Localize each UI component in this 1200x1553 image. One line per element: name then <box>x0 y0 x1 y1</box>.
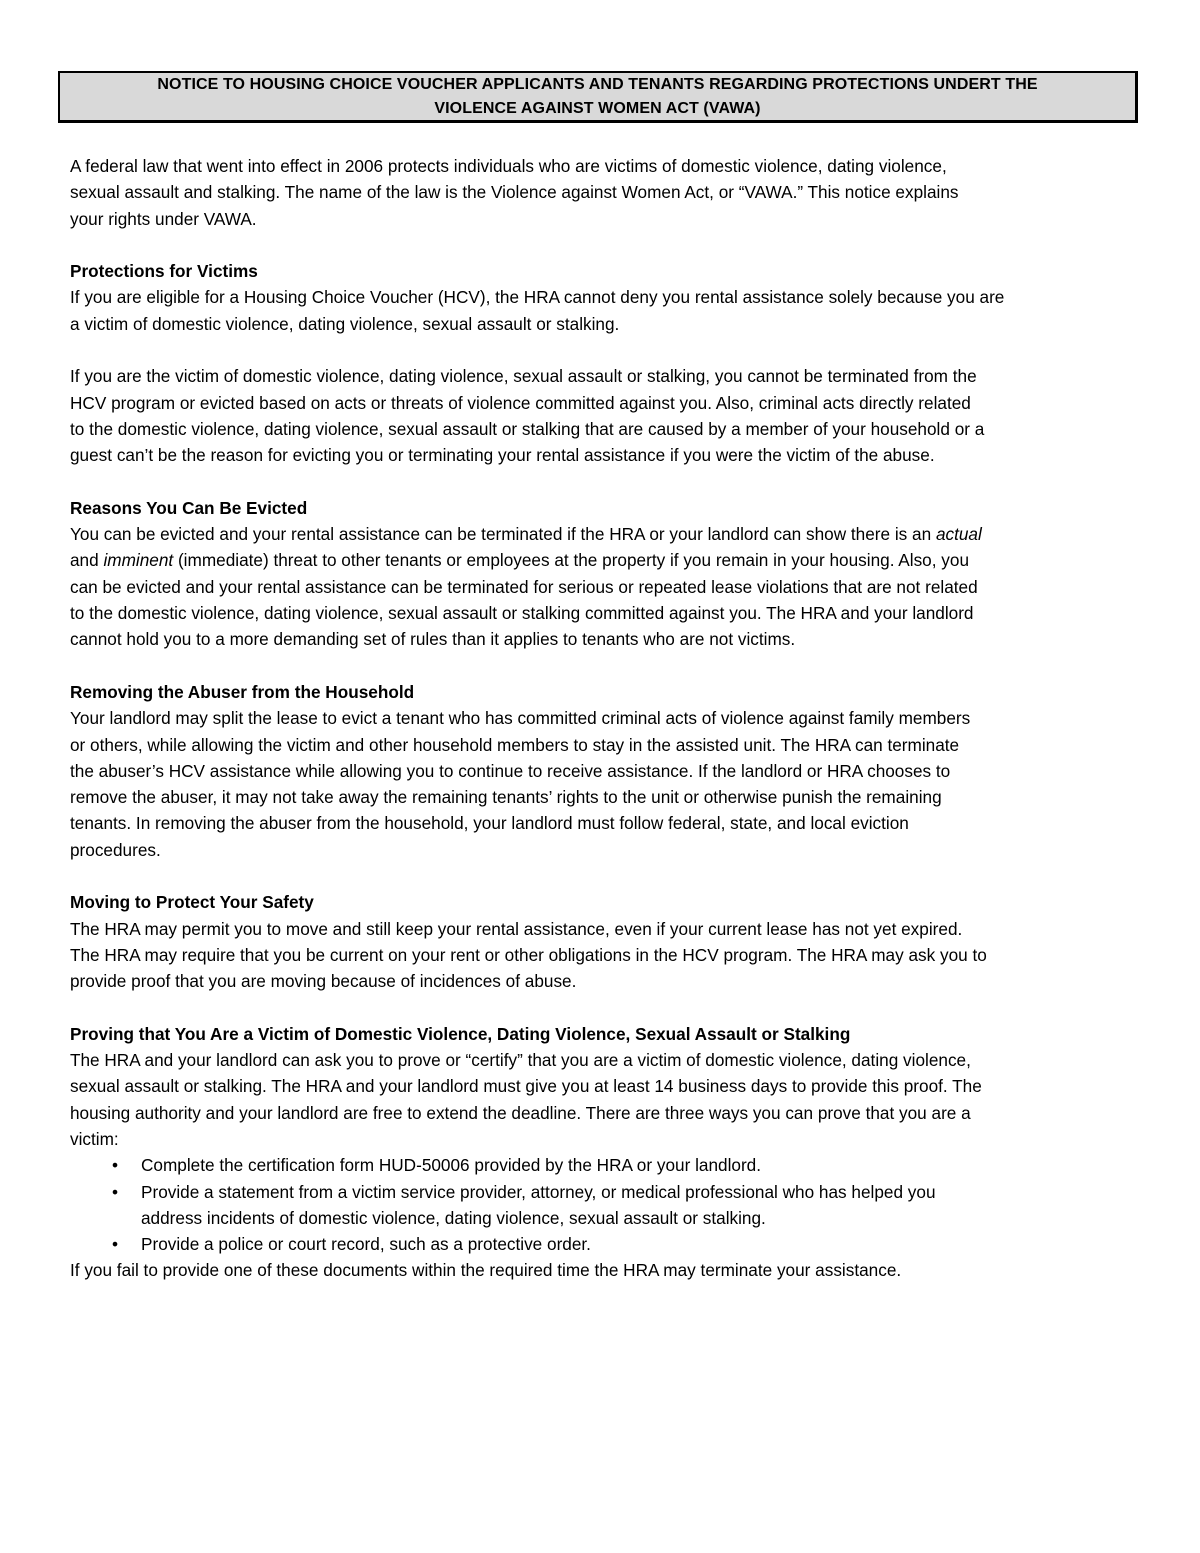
text-line: Provide a statement from a victim service provider, attorney, or medical professional who has helped you <box>141 1181 936 1202</box>
text-line: can be evicted and your rental assistance can be terminated for serious or repeated lease violations that are not related <box>70 576 978 597</box>
text-line: If you are eligible for a Housing Choice Voucher (HCV), the HRA cannot deny you rental assistance solely because you are <box>70 287 1005 308</box>
text-line: victim: <box>70 1128 119 1149</box>
proof-methods-list <box>70 1152 1140 1257</box>
section-heading-proving: Proving that You Are a Victim of Domestic Violence, Dating Violence, Sexual Assault or Stalking <box>70 1023 851 1044</box>
text-line: provide proof that you are moving because of incidences of abuse. <box>70 971 577 992</box>
text-line: The HRA may permit you to move and still keep your rental assistance, even if your current lease has not yet expired. <box>70 918 963 939</box>
intro-paragraph <box>70 153 1140 232</box>
bullet-icon: • <box>112 1181 119 1202</box>
eviction-section <box>70 495 1140 653</box>
text-run: and <box>70 550 104 571</box>
text-line: Provide a police or court record, such as a protective order. <box>141 1234 591 1255</box>
text-line: The HRA may require that you be current on your rent or other obligations in the HCV program. The HRA may ask you to <box>70 944 987 965</box>
text-line: guest can’t be the reason for evicting you or terminating your rental assistance if you were the victim of the abuse. <box>70 445 935 466</box>
closing-text: If you fail to provide one of these documents within the required time the HRA may terminate your assistance. <box>70 1260 902 1281</box>
text-line: If you are the victim of domestic violence, dating violence, sexual assault or stalking, you cannot be terminated from the <box>70 366 977 387</box>
section-heading-protections: Protections for Victims <box>70 261 258 282</box>
notice-title-box <box>58 71 1138 123</box>
text-line: remove the abuser, it may not take away the remaining tenants’ rights to the unit or otherwise punish the remaining <box>70 787 942 808</box>
text-run: (immediate) threat to other tenants or employees at the property if you remain in your housing. Also, you <box>173 550 969 571</box>
moving-section <box>70 889 1140 994</box>
text-line: tenants. In removing the abuser from the household, your landlord must follow federal, state, and local eviction <box>70 813 909 834</box>
protections-section <box>70 258 1140 337</box>
text-line: housing authority and your landlord are free to extend the deadline. There are three ways you can prove that you are a <box>70 1102 971 1123</box>
text-line: address incidents of domestic violence, dating violence, sexual assault or stalking. <box>141 1207 766 1228</box>
text-line: the abuser’s HCV assistance while allowing you to continue to receive assistance. If the landlord or HRA chooses to <box>70 760 951 781</box>
emphasis-imminent: imminent <box>103 550 174 571</box>
text-line: HCV program or evicted based on acts or threats of violence committed against you. Also, criminal acts directly related <box>70 392 971 413</box>
text-line: your rights under VAWA. <box>70 208 257 229</box>
bullet-icon: • <box>112 1234 119 1255</box>
removing-section <box>70 679 1140 863</box>
text-line: sexual assault or stalking. The HRA and your landlord must give you at least 14 business days to provide this proof. The <box>70 1076 982 1097</box>
text-line: The HRA and your landlord can ask you to prove or “certify” that you are a victim of domestic violence, dating violence, <box>70 1050 971 1071</box>
text-line: A federal law that went into effect in 2006 protects individuals who are victims of domestic violence, dating violence, <box>70 156 947 176</box>
text-line: procedures. <box>70 839 161 860</box>
list-item <box>70 1179 1140 1232</box>
list-item <box>70 1231 1140 1257</box>
text-line: cannot hold you to a more demanding set of rules than it applies to tenants who are not victims. <box>70 629 796 650</box>
proving-section <box>70 1021 1140 1284</box>
emphasis-actual: actual <box>935 524 982 545</box>
notice-title-line-1: NOTICE TO HOUSING CHOICE VOUCHER APPLICANTS AND TENANTS REGARDING PROTECTIONS UNDERT THE <box>157 75 1038 93</box>
text-run: You can be evicted and your rental assistance can be terminated if the HRA or your landlord can show there is an <box>70 524 936 545</box>
bullet-icon: • <box>112 1155 119 1176</box>
text-line: a victim of domestic violence, dating violence, sexual assault or stalking. <box>70 313 620 334</box>
document-body <box>70 153 1140 1310</box>
text-line: Complete the certification form HUD-50006 provided by the HRA or your landlord. <box>141 1155 761 1176</box>
text-line: Your landlord may split the lease to evict a tenant who has committed criminal acts of violence against family members <box>70 708 971 729</box>
list-item <box>70 1152 1140 1178</box>
text-line: to the domestic violence, dating violence, sexual assault or stalking that are caused by a member of your household or a <box>70 418 985 439</box>
text-line: sexual assault and stalking. The name of the law is the Violence against Women Act, or “VAWA.” This notice explains <box>70 182 959 203</box>
text-line <box>70 547 1140 573</box>
protections-paragraph-2 <box>70 363 1140 468</box>
text-line: or others, while allowing the victim and other household members to stay in the assisted unit. The HRA can terminate <box>70 734 960 755</box>
text-line: to the domestic violence, dating violence, sexual assault or stalking committed against you. The HRA and your landlord <box>70 603 974 624</box>
notice-title-line-2: VIOLENCE AGAINST WOMEN ACT (VAWA) <box>434 99 761 117</box>
section-heading-moving: Moving to Protect Your Safety <box>70 892 314 913</box>
section-heading-eviction: Reasons You Can Be Evicted <box>70 497 308 518</box>
section-heading-removing: Removing the Abuser from the Household <box>70 681 415 702</box>
text-line <box>70 521 1140 547</box>
